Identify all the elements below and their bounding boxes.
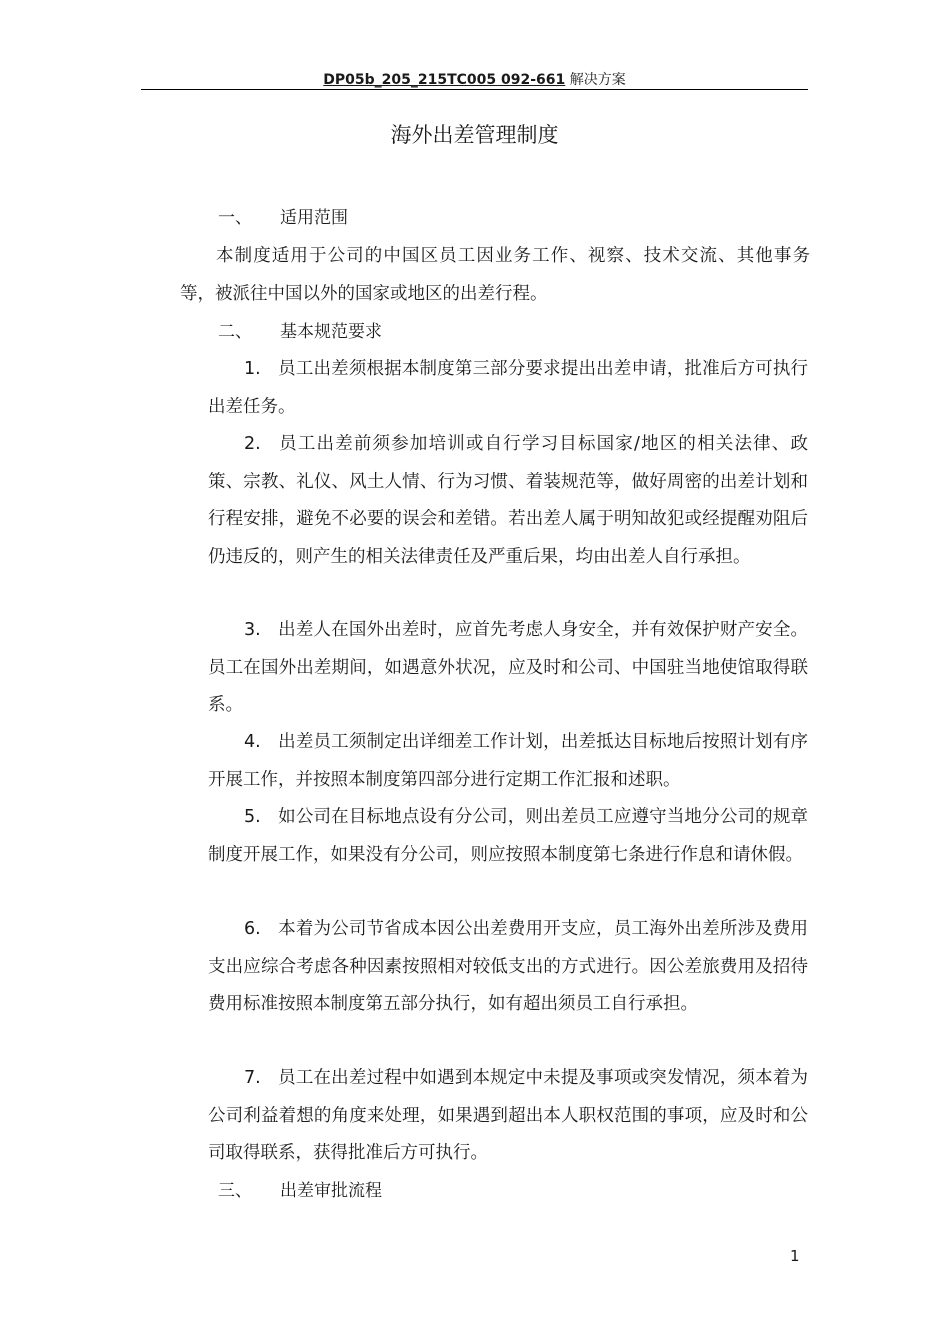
section-heading-approval <box>218 1180 382 1202</box>
item-number: 3. <box>244 620 261 640</box>
list-item <box>208 799 808 874</box>
item-text: 员工在出差过程中如遇到本规定中未提及事项或突发情况，须本着为公司利益着想的角度来处理，如果遇到超出本人职权范围的事项，应及时和公司取得联系，获得批准后方可执行。 <box>208 1068 808 1163</box>
item-text: 员工出差前须参加培训或自行学习目标国家/地区的相关法律、政策、宗教、礼仪、风土人情、行为习惯、着装规范等，做好周密的出差计划和行程安排，避免不必要的误会和差错。若出差人属于明知故犯或经提醒劝阻后仍违反的，则产生的相关法律责任及严重后果，均由出差人自行承担。 <box>208 434 808 567</box>
section-number: 二、 <box>218 322 252 342</box>
item-number: 5. <box>244 807 261 827</box>
section-heading-requirements <box>218 321 382 343</box>
item-text: 出差员工须制定出详细差工作计划，出差抵达目标地后按照计划有序开展工作，并按照本制度第四部分进行定期工作汇报和述职。 <box>208 732 808 790</box>
document-title: 海外出差管理制度 <box>390 123 559 147</box>
page-number: 1 <box>790 1247 800 1265</box>
item-text: 本着为公司节省成本因公出差费用开支应，员工海外出差所涉及费用支出应综合考虑各种因素按照相对较低支出的方式进行。因公差旅费用及招待费用标准按照本制度第五部分执行，如有超出须员工自行承担。 <box>208 919 808 1014</box>
section-title: 基本规范要求 <box>280 322 382 342</box>
list-item <box>208 351 808 426</box>
item-text: 员工出差须根据本制度第三部分要求提出出差申请，批准后方可执行出差任务。 <box>208 359 808 417</box>
document-code: DP05b_205_215TC005 092-661 <box>323 72 566 88</box>
running-header <box>141 70 808 90</box>
item-number: 4. <box>244 732 261 752</box>
list-item <box>208 724 808 799</box>
header-suffix: 解决方案 <box>569 72 626 88</box>
item-number: 7. <box>244 1068 261 1088</box>
section-number: 三、 <box>218 1181 252 1201</box>
item-number: 1. <box>244 359 261 379</box>
section-title: 适用范围 <box>280 208 348 228</box>
list-item <box>208 1060 808 1173</box>
item-number: 2. <box>244 434 261 454</box>
section-number: 一、 <box>218 208 252 228</box>
scope-paragraph: 本制度适用于公司的中国区员工因业务工作、视察、技术交流、其他事务等，被派往中国以外的国家或地区的出差行程。 <box>180 246 810 304</box>
section-heading-scope <box>218 207 348 229</box>
item-number: 6. <box>244 919 261 939</box>
header-divider <box>141 89 808 90</box>
list-item <box>208 426 808 576</box>
list-item <box>208 911 808 1024</box>
item-text: 出差人在国外出差时，应首先考虑人身安全，并有效保护财产安全。员工在国外出差期间，如遇意外状况，应及时和公司、中国驻当地使馆取得联系。 <box>208 620 808 715</box>
list-item <box>208 612 808 725</box>
section-title: 出差审批流程 <box>280 1181 382 1201</box>
item-text: 如公司在目标地点设有分公司，则出差员工应遵守当地分公司的规章制度开展工作，如果没有分公司，则应按照本制度第七条进行作息和请休假。 <box>208 807 808 865</box>
